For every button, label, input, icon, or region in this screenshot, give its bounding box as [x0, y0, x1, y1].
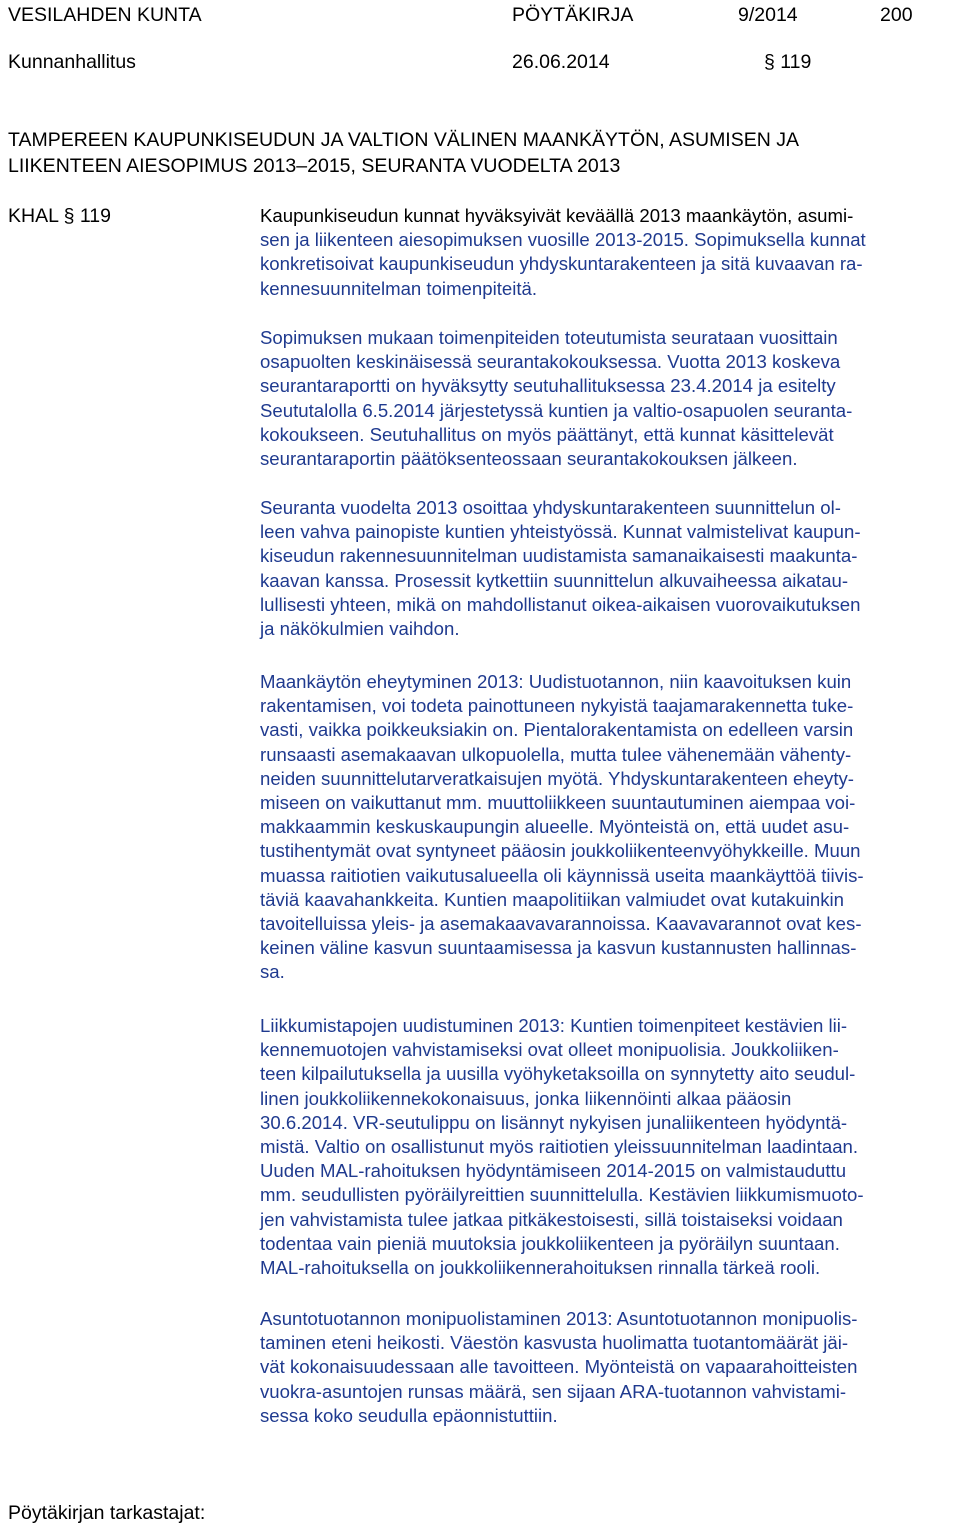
paragraph-line: Seututalolla 6.5.2014 järjestetyssä kuntien ja valtio-osapuolen seuranta-	[260, 399, 853, 421]
paragraph-line: Liikkumistapojen uudistuminen 2013: Kuntien toimenpiteet kestävien lii-	[260, 1015, 848, 1036]
paragraph-line: teen kilpailutuksella ja uusilla vyöhyketaksoilla on synnytetty aito seudul-	[260, 1063, 856, 1085]
reference-label: KHAL § 119	[8, 205, 111, 227]
paragraph-line: jen vahvistamista tulee jatkaa pitkäkestoisesti, sillä toistaiseksi voidaan	[260, 1208, 843, 1230]
paragraph-line: seurantaraportin päätöksenteossaan seurantakokouksen jälkeen.	[260, 448, 798, 470]
paragraph-housing	[260, 1307, 960, 1428]
meeting-date: 26.06.2014	[512, 51, 610, 73]
paragraph-line: makkaammin keskuskaupungin alueelle. Myönteistä on, että uudet asu-	[260, 816, 850, 838]
paragraph-line: mistä. Valtio on osallistunut myös raitiotien yleissuunnitelman laadintaan.	[260, 1136, 859, 1158]
paragraph-line: miseen on vaikuttanut mm. muuttoliikkeen suuntautuminen aiempaa voi-	[260, 792, 856, 814]
paragraph-line: runsaasti asemakaavan ulkopuolella, mutta tulee vähenemään vähenty-	[260, 743, 852, 765]
paragraph-line: mm. seudullisten pyöräilyreittien suunnittelulla. Kestävien liikkumismuoto-	[260, 1184, 864, 1206]
paragraph-line: vasti, vaikka poikkeuksiakin on. Pientalorakentamista on edelleen varsin	[260, 719, 854, 741]
title-line: TAMPEREEN KAUPUNKISEUDUN JA VALTION VÄLINEN MAANKÄYTÖN, ASUMISEN JA	[8, 129, 799, 151]
paragraph-line: lullisesti yhteen, mikä on mahdollistanut oikea-aikaisen vuorovaikutuksen	[260, 593, 861, 615]
paragraph-line: Uuden MAL-rahoituksen hyödyntämiseen 2014-2015 on valmistauduttu	[260, 1160, 847, 1182]
title-line: LIIKENTEEN AIESOPIMUS 2013–2015, SEURANTA VUODELTA 2013	[8, 155, 621, 177]
paragraph-land-use	[260, 670, 960, 985]
paragraph-line: seurantaraportti on hyväksytty seutuhallituksessa 23.4.2014 ja esitelty	[260, 375, 836, 397]
paragraph-line: kokoukseen. Seutuhallitus on myös päättänyt, että kunnat käsittelevät	[260, 423, 834, 445]
municipality-name: VESILAHDEN KUNTA	[8, 4, 202, 26]
paragraph-line: kennemuotojen vahvistamiseksi ovat olleet monipuolisia. Joukkoliiken-	[260, 1039, 839, 1061]
paragraph-line: kiseudun rakennesuunnitelman uudistamista samanaikaisesti maakunta-	[260, 545, 858, 567]
section-number: § 119	[764, 51, 812, 73]
paragraph-line: keinen väline kasvun suuntaamisessa ja kasvun kustannusten hallinnas-	[260, 937, 857, 959]
paragraph-monitoring	[260, 326, 960, 471]
paragraph-line: tustihentymät ovat syntyneet pääosin joukkoliikenteenvyöhykkeille. Muun	[260, 840, 861, 862]
paragraph-line: sessa koko seudulla epäonnistuttiin.	[260, 1404, 558, 1426]
agenda-item-title	[8, 127, 799, 179]
paragraph-followup	[260, 496, 960, 641]
paragraph-line: konkretisoivat kaupunkiseudun yhdyskuntarakenteen ja sitä kuvaavan ra-	[260, 253, 863, 275]
document-number: 9/2014	[738, 4, 798, 26]
paragraph-line: todentaa vain pieniä muutoksia joukkoliikenteen ja pyöräilyn suuntaan.	[260, 1232, 840, 1254]
paragraph-line: täviä kaavahankkeita. Kuntien maapolitiikan valmiudet ovat kutakuinkin	[260, 888, 844, 910]
paragraph-line: Maankäytön eheytyminen 2013: Uudistuotannon, niin kaavoituksen kuin	[260, 671, 852, 692]
paragraph-line: sen ja liikenteen aiesopimuksen vuosille 2013-2015. Sopimuksella kunnat	[260, 229, 866, 251]
paragraph-line: kaavan kanssa. Prosessit kytkettiin suunnittelun alkuvaiheessa aikatau-	[260, 569, 849, 591]
paragraph-line: ja näkökulmien vaihdon.	[260, 618, 460, 640]
paragraph-line: osapuolten keskinäisessä seurantakokouksessa. Vuotta 2013 koskeva	[260, 351, 841, 373]
paragraph-intro	[260, 204, 960, 301]
paragraph-line: taminen eteni heikosti. Väestön kasvusta huolimatta tuotantomäärät jäi-	[260, 1332, 849, 1354]
paragraph-line: kennesuunnitelman toimenpiteitä.	[260, 277, 538, 299]
paragraph-mobility	[260, 1014, 960, 1280]
paragraph-line: Kaupunkiseudun kunnat hyväksyivät keväällä 2013 maankäytön, asumi-	[260, 205, 854, 226]
paragraph-line: 30.6.2014. VR-seutulippu on lisännyt nykyisen junaliikenteen hyödyntä-	[260, 1111, 848, 1133]
paragraph-line: MAL-rahoituksella on joukkoliikennerahoituksen rinnalla tärkeä rooli.	[260, 1257, 821, 1279]
paragraph-line: leen vahva painopiste kuntien yhteistyössä. Kunnat valmistelivat kaupun-	[260, 521, 861, 543]
paragraph-line: tavoitelluissa yleis- ja asemakaavavarannoissa. Kaavavarannot ovat kes-	[260, 913, 862, 935]
paragraph-line: Asuntotuotannon monipuolistaminen 2013: Asuntotuotannon monipuolis-	[260, 1308, 858, 1329]
paragraph-line: neiden suunnittelutarveratkaisujen myötä. Yhdyskuntarakenteen eheyty-	[260, 767, 854, 789]
page-number: 200	[880, 4, 913, 26]
paragraph-line: Sopimuksen mukaan toimenpiteiden toteutumista seurataan vuosittain	[260, 327, 838, 348]
paragraph-line: rakentamisen, voi todeta painottuneen nykyistä taajamarakennetta tuke-	[260, 695, 854, 717]
paragraph-line: Seuranta vuodelta 2013 osoittaa yhdyskuntarakenteen suunnittelun ol-	[260, 497, 841, 518]
paragraph-line: vuokra-asuntojen runsas määrä, sen sijaan ARA-tuotannon vahvistami-	[260, 1380, 847, 1402]
paragraph-line: muassa raitiotien vaikutusalueella oli käynnissä useita maankäyttöä tiivis-	[260, 864, 864, 886]
paragraph-line: vät kokonaisuudessaan alle tavoitteen. Myönteistä on vapaarahoitteisten	[260, 1356, 858, 1378]
paragraph-line: sa.	[260, 961, 285, 983]
document-type: PÖYTÄKIRJA	[512, 4, 634, 26]
paragraph-line: linen joukkoliikennekokonaisuus, jonka liikennöinti alkaa pääosin	[260, 1087, 792, 1109]
signature-label: Pöytäkirjan tarkastajat:	[8, 1502, 206, 1524]
meeting-body: Kunnanhallitus	[8, 51, 136, 73]
